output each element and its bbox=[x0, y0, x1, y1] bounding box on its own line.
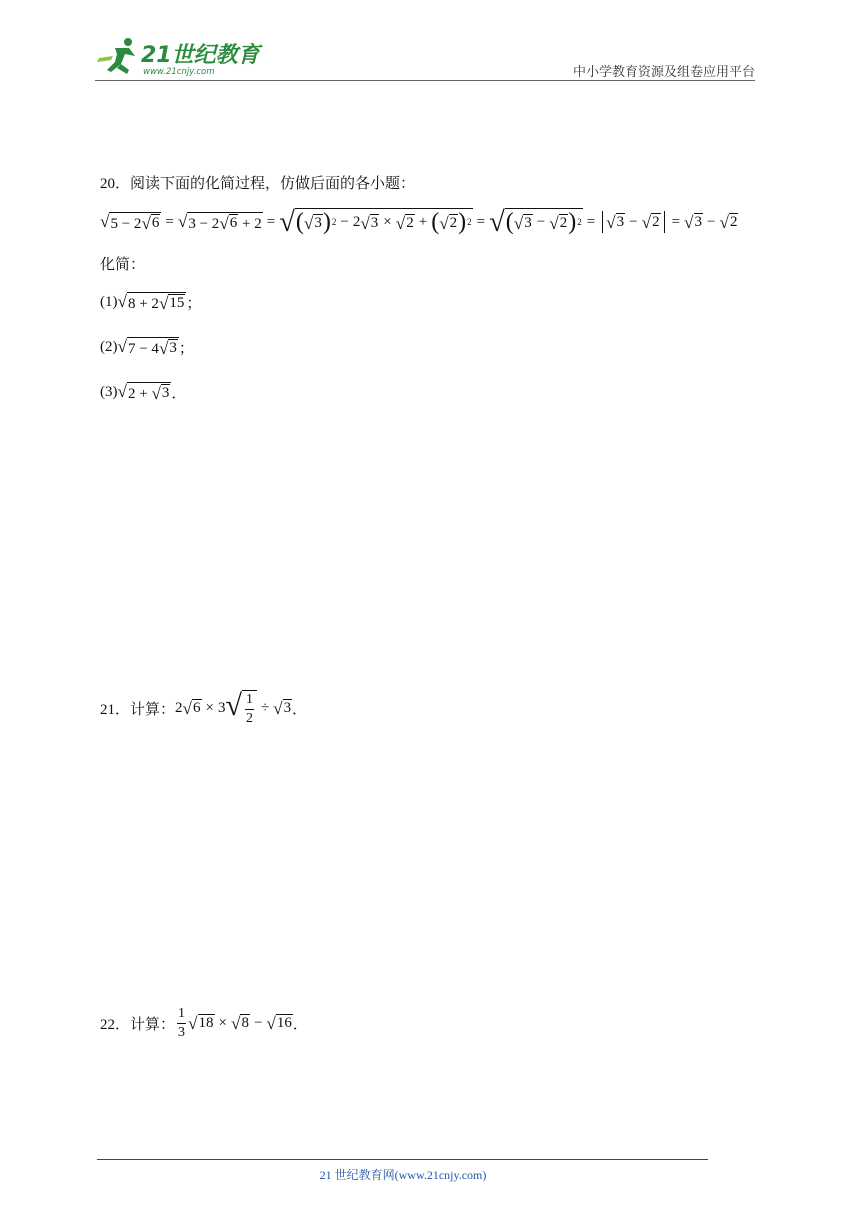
q21-number: 21． bbox=[100, 701, 131, 718]
runner-icon bbox=[97, 38, 135, 74]
q20-sub1 bbox=[100, 292, 201, 313]
site-logo bbox=[95, 34, 265, 78]
q20-number: 20． bbox=[100, 176, 131, 192]
q20-prompt-line bbox=[100, 172, 415, 193]
q20-sub2-expr: √ 7 − 4 √ 3 bbox=[117, 337, 177, 359]
platform-title: 中小学教育资源及组卷应用平台 bbox=[572, 64, 755, 79]
footer-rule bbox=[97, 1159, 708, 1160]
header-rule bbox=[95, 80, 755, 81]
q20-example bbox=[100, 202, 738, 242]
q20-sub3-label: (3) bbox=[100, 384, 118, 400]
q21-line bbox=[100, 688, 307, 728]
q20-sub1-label: (1) bbox=[100, 294, 118, 310]
q20-sub3 bbox=[100, 382, 186, 403]
q20-prompt: 阅读下面的化简过程，仿做后面的各小题： bbox=[130, 176, 416, 192]
q20-sub3-tail: ． bbox=[171, 386, 187, 402]
q20-sub3-expr: √ 2 + √ 3 bbox=[117, 382, 170, 404]
q20-sub2 bbox=[100, 337, 194, 358]
q21-expr: 2 √ 6 × 3 √ $\frac{1}{2}$ ÷ √ 3 bbox=[175, 689, 292, 726]
q22-number: 22． bbox=[100, 1016, 131, 1033]
q20-sub2-tail: ； bbox=[178, 341, 194, 357]
q21-tail: ． bbox=[292, 701, 308, 718]
q20-sub1-tail: ； bbox=[186, 296, 202, 312]
footer-link[interactable]: 21 世纪教育网(www.21cnjy.com) bbox=[319, 1168, 487, 1182]
q22-prompt: 计算： bbox=[130, 1016, 176, 1033]
q20-example-formula: √ 5 − 2 √ 6 = √ 3 − 2 √ 6 + 2 = √ ( √ 3 ) 2 − 2 √ 3 × √ 2 + ( √ 2 ) 2 = √ ( √ 3 − √ 2 ) 2 = √ 3 − √ 2 = √ 3 − √ 2 bbox=[100, 206, 738, 238]
logo-text: 21世纪教育 bbox=[141, 43, 260, 68]
q20-simplify-label: 化简： bbox=[100, 257, 146, 273]
q21-prompt: 计算： bbox=[130, 701, 176, 718]
q22-tail: ． bbox=[292, 1016, 308, 1033]
q20-sub2-label: (2) bbox=[100, 339, 118, 355]
q20-sub1-expr: √ 8 + 2 √ 15 bbox=[117, 292, 185, 314]
q22-line bbox=[100, 1003, 308, 1043]
logo-url: www.21cnjy.com bbox=[143, 67, 215, 77]
q22-expr: $\frac{1}{3}$ √ 18 × √ 8 − √ 16 bbox=[178, 1005, 292, 1040]
